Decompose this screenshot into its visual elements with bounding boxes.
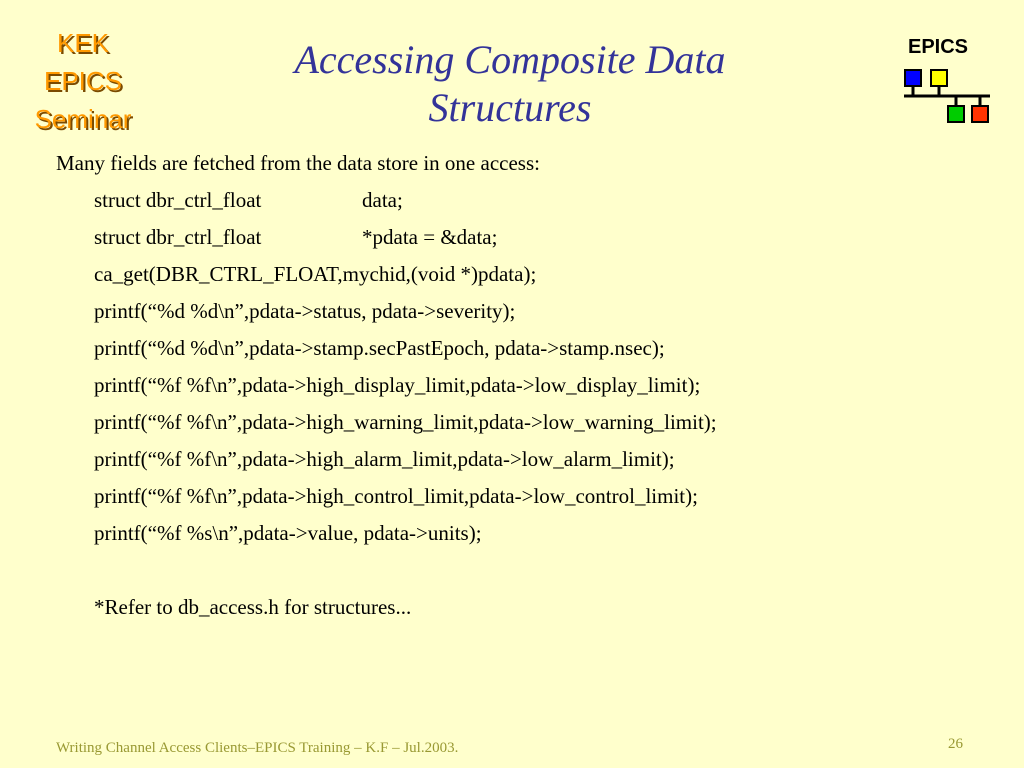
declaration-type: struct dbr_ctrl_float bbox=[94, 188, 262, 212]
page-number: 26 bbox=[948, 736, 963, 752]
slide-body bbox=[56, 149, 1006, 630]
declaration-type: struct dbr_ctrl_float bbox=[94, 225, 262, 249]
declaration-var: *pdata = &data; bbox=[362, 225, 498, 249]
reference-note: *Refer to db_access.h for structures... bbox=[94, 595, 412, 619]
title-line-2: Structures bbox=[428, 85, 592, 130]
code-line: ca_get(DBR_CTRL_FLOAT,mychid,(void *)pdata); bbox=[94, 262, 537, 286]
red-node-icon bbox=[972, 106, 988, 122]
intro-text: Many fields are fetched from the data store in one access: bbox=[56, 151, 540, 175]
logo-line-epics: EPICS bbox=[43, 66, 123, 96]
title-line-1: Accessing Composite Data bbox=[294, 37, 726, 82]
yellow-node-icon bbox=[931, 70, 947, 86]
green-node-icon bbox=[948, 106, 964, 122]
code-line: printf(“%d %d\n”,pdata->stamp.secPastEpoch, pdata->stamp.nsec); bbox=[94, 336, 665, 360]
code-line: printf(“%f %s\n”,pdata->value, pdata->units); bbox=[94, 521, 482, 545]
spacer bbox=[56, 556, 1006, 593]
logo-line-kek: KEK bbox=[56, 28, 110, 58]
slide-title bbox=[230, 36, 790, 132]
slide-footer: Writing Channel Access Clients–EPICS Training – K.F – Jul.2003. bbox=[56, 740, 459, 756]
network-diagram-icon bbox=[900, 68, 1000, 128]
declaration-line bbox=[56, 223, 1006, 260]
blue-node-icon bbox=[905, 70, 921, 86]
code-line: printf(“%f %f\n”,pdata->high_display_limit,pdata->low_display_limit); bbox=[94, 373, 701, 397]
declaration-line bbox=[56, 186, 1006, 223]
code-line: printf(“%f %f\n”,pdata->high_alarm_limit,pdata->low_alarm_limit); bbox=[94, 447, 675, 471]
kek-epics-seminar-logo bbox=[18, 24, 148, 138]
epics-logo-text: EPICS bbox=[908, 36, 969, 58]
code-line: printf(“%d %d\n”,pdata->status, pdata->severity); bbox=[94, 299, 516, 323]
logo-line-seminar: Seminar bbox=[34, 104, 132, 134]
epics-network-logo bbox=[900, 36, 1000, 126]
code-line: printf(“%f %f\n”,pdata->high_warning_limit,pdata->low_warning_limit); bbox=[94, 410, 717, 434]
declaration-var: data; bbox=[362, 188, 403, 212]
code-line: printf(“%f %f\n”,pdata->high_control_limit,pdata->low_control_limit); bbox=[94, 484, 698, 508]
